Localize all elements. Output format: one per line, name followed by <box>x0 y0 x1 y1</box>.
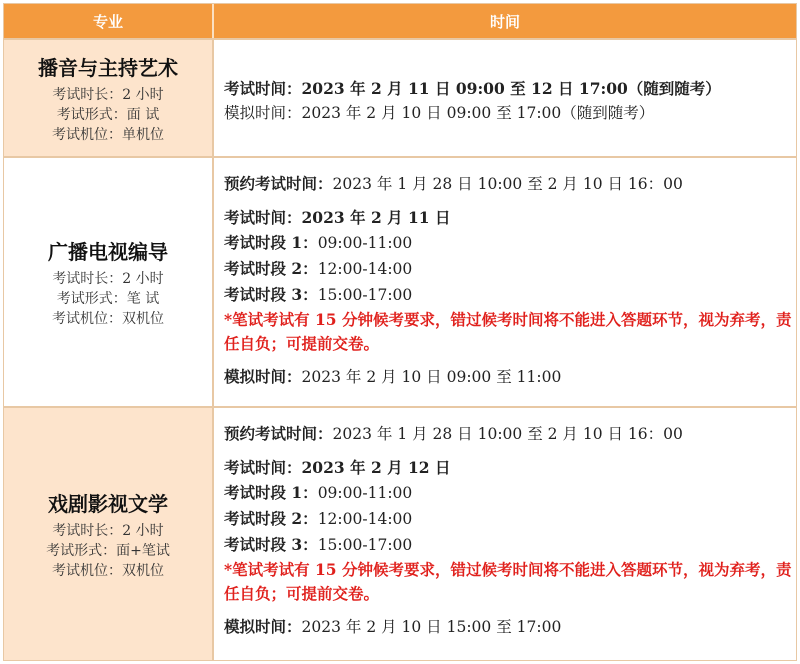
exam-slot: 考试时段 3：15:00-17:00 <box>224 285 413 304</box>
exam-slot: 考试时段 3：15:00-17:00 <box>224 535 413 554</box>
exam-time: 考试时间：2023 年 2 月 11 日 <box>224 208 451 227</box>
mock-time: 模拟时间：2023 年 2 月 10 日 15:00 至 17:00 <box>224 617 562 636</box>
notice-text: *笔试考试有 15 分钟候考要求，错过候考时间将不能进入答题环节，视为弃考，责任自负；可提前交卷。 <box>224 560 792 603</box>
meta-duration: 考试时长：2 小时 <box>52 270 164 287</box>
major-cell <box>4 158 214 406</box>
meta-format: 考试形式：面 试 <box>56 106 160 123</box>
exam-slot: 考试时段 2：12:00-14:00 <box>224 509 413 528</box>
major-cell <box>4 40 214 156</box>
notice-text: *笔试考试有 15 分钟候考要求，错过候考时间将不能进入答题环节，视为弃考，责任自负；可提前交卷。 <box>224 310 792 353</box>
meta-camera: 考试机位：双机位 <box>52 562 164 579</box>
exam-schedule-table <box>3 3 797 661</box>
booking-time: 预约考试时间：2023 年 1 月 28 日 10:00 至 2 月 10 日 16：00 <box>224 424 683 443</box>
exam-slot: 考试时段 1：09:00-11:00 <box>224 233 413 252</box>
time-cell <box>214 408 796 660</box>
mock-time: 模拟时间：2023 年 2 月 10 日 09:00 至 17:00（随到随考） <box>224 104 655 122</box>
time-cell <box>214 40 796 156</box>
exam-time: 考试时间：2023 年 2 月 12 日 <box>224 458 451 477</box>
major-cell <box>4 408 214 660</box>
table-header <box>4 4 796 38</box>
exam-slot: 考试时段 2：12:00-14:00 <box>224 259 413 278</box>
mock-time: 模拟时间：2023 年 2 月 10 日 09:00 至 11:00 <box>224 367 562 386</box>
meta-duration: 考试时长：2 小时 <box>52 522 164 539</box>
header-time: 时间 <box>489 12 520 31</box>
meta-camera: 考试机位：双机位 <box>52 310 164 327</box>
meta-format: 考试形式：笔 试 <box>56 290 160 307</box>
table-row <box>4 38 796 156</box>
meta-duration: 考试时长：2 小时 <box>52 86 164 103</box>
meta-format: 考试形式：面+笔试 <box>46 542 170 559</box>
major-name: 戏剧影视文学 <box>48 491 168 516</box>
major-name: 播音与主持艺术 <box>38 55 178 80</box>
time-cell <box>214 158 796 406</box>
meta-camera: 考试机位：单机位 <box>52 126 164 143</box>
exam-slot: 考试时段 1：09:00-11:00 <box>224 483 413 502</box>
exam-time: 考试时间：2023 年 2 月 11 日 09:00 至 12 日 17:00（随到随考） <box>224 79 721 98</box>
major-name: 广播电视编导 <box>48 239 168 264</box>
booking-time: 预约考试时间：2023 年 1 月 28 日 10:00 至 2 月 10 日 16：00 <box>224 174 683 193</box>
table-row <box>4 156 796 406</box>
header-major: 专业 <box>4 4 214 38</box>
table-row <box>4 406 796 660</box>
